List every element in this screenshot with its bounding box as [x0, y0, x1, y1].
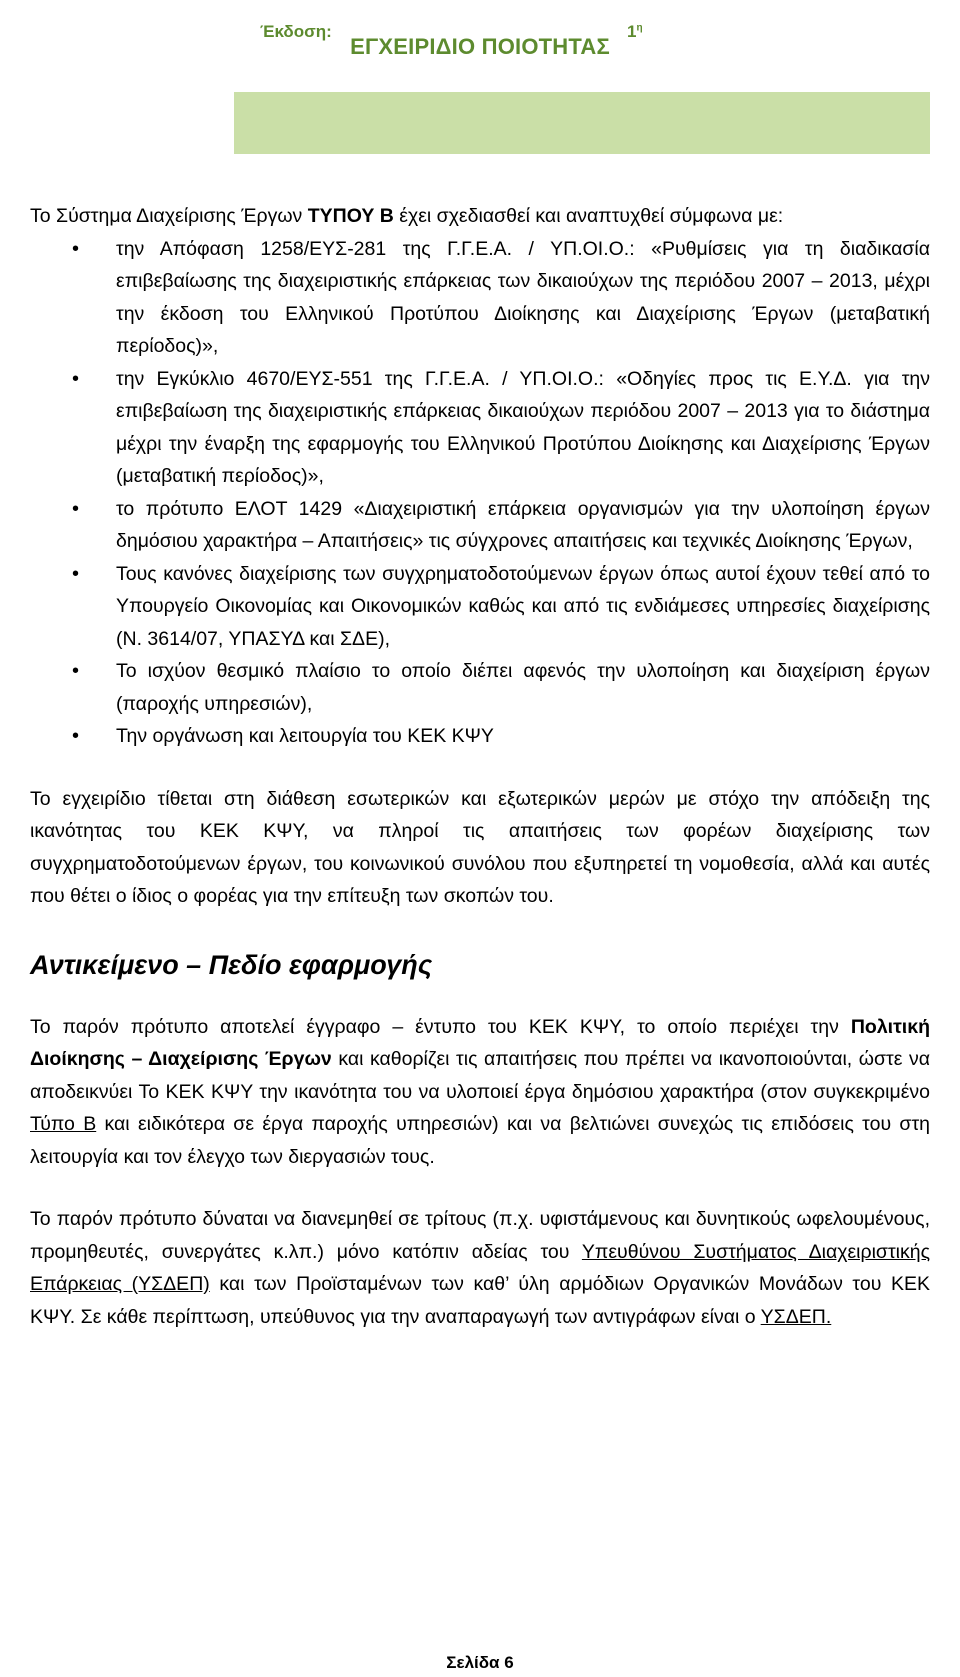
- distribution-text-2: και των Προϊσταμένων των καθ’ ύλη αρμόδιων Οργανικών Μονάδων του ΚΕΚ ΚΨΥ. Σε κάθε περίπτωση, υπεύθυνος για την αναπαραγωγή των αντιγράφων είναι ο: [30, 1273, 930, 1328]
- intro-bold-type: ΤΥΠΟΥ Β: [307, 205, 394, 227]
- document-body: [30, 200, 930, 1333]
- compliance-list: [30, 233, 930, 753]
- scope-policy-bold: Πολιτική Διοίκησης – Διαχείρισης Έργων: [30, 1015, 930, 1070]
- page-number: Σελίδα 6: [446, 1653, 514, 1672]
- list-item: • το πρότυπο ΕΛΟΤ 1429 «Διαχειριστική επάρκεια οργανισμών για την υλοποίηση έργων δημόσιου χαρακτήρα – Απαιτήσεις» τις σύγχρονες απαιτήσεις και τεχνικές Διοίκησης Έργων,: [30, 493, 930, 558]
- intro-text-after: έχει σχεδιασθεί και αναπτυχθεί σύμφωνα με:: [393, 205, 784, 227]
- manual-purpose-paragraph: Το εγχειρίδιο τίθεται στη διάθεση εσωτερικών και εξωτερικών μερών με στόχο την απόδειξη της ικανότητας του ΚΕΚ ΚΨΥ, να πληροί τις απαιτήσεις των φορέων διαχείρισης των συγχρηματοδοτούμενων έργων, του κοινωνικού συνόλου που εξυπηρετεί τη νομοθεσία, αλλά και αυτές που θέτει ο ίδιος ο φορέας για την επίτευξη των σκοπών του.: [30, 787, 930, 907]
- intro-text-before: Το Σύστημα Διαχείρισης Έργων: [30, 205, 308, 227]
- scope-text-1: Το παρόν πρότυπο αποτελεί έγγραφο – έντυπο του ΚΕΚ ΚΨΥ, το οποίο περιέχει την: [30, 1015, 851, 1038]
- scope-text-2: και καθορίζει τις απαιτήσεις που πρέπει να ικανοποιούνται, ώστε να αποδεικνύει Το ΚΕΚ ΚΨΥ την ικανότητα του να υλοποιεί έργα δημόσιου χαρακτήρα (στον συγκεκριμένο: [30, 1048, 930, 1103]
- scope-paragraph: [30, 1011, 930, 1174]
- scope-text-3: και ειδικότερα σε έργα παροχής υπηρεσιών) και να βελτιώνει συνεχώς τις επιδόσεις του στη λειτουργία και τον έλεγχο των διεργασιών τους.: [30, 1113, 931, 1168]
- document-title: ΕΓΧΕΙΡΙΔΙΟ ΠΟΙΟΤΗΤΑΣ: [350, 34, 610, 59]
- list-item: • Την οργάνωση και λειτουργία του ΚΕΚ ΚΨΥ: [30, 720, 930, 753]
- distribution-ysdep-full: Υπευθύνου Συστήματος Διαχειριστικής Επάρκειας (ΥΣΔΕΠ): [30, 1240, 930, 1295]
- list-item: • την Εγκύκλιο 4670/ΕΥΣ-551 της Γ.Γ.Ε.Α. / ΥΠ.ΟΙ.Ο.: «Οδηγίες προς τις Ε.Υ.Δ. για την επιβεβαίωση της διαχειριστικής επάρκειας δικαιούχων περιόδου 2007 – 2013 για το διάστημα μέχρι την έναρξη της εφαρμογής του Ελληνικού Προτύπου Διοίκησης και Διαχείρισης Έργων (μεταβατική περίοδος)»,: [30, 363, 930, 493]
- version-bar: [234, 92, 930, 154]
- version-label: Έκδοση:: [260, 22, 332, 41]
- distribution-ysdep-short: ΥΣΔΕΠ.: [760, 1305, 832, 1328]
- distribution-text-1: Το παρόν πρότυπο δύναται να διανεμηθεί σε τρίτους (π.χ. υφιστάμενους και δυνητικούς ωφελουμένους, προμηθευτές, συνεργάτες κ.λπ.) μόνο κατόπιν αδείας του: [30, 1208, 930, 1263]
- list-item: • Τους κανόνες διαχείρισης των συγχρηματοδοτούμενων έργων όπως αυτοί έχουν τεθεί από το Υπουργείο Οικονομίας και Οικονομικών καθώς και από τις ενδιάμεσες υπηρεσίες διαχείρισης (Ν. 3614/07, ΥΠΑΣΥΔ και ΣΔΕ),: [30, 558, 930, 656]
- intro-paragraph: [30, 200, 930, 233]
- version-suffix: η: [636, 22, 643, 34]
- section-heading: Αντικείμενο – Πεδίο εφαρμογής: [30, 949, 433, 980]
- version-value: [627, 22, 643, 42]
- version-number: 1: [627, 22, 637, 41]
- list-item: • την Απόφαση 1258/ΕΥΣ-281 της Γ.Γ.Ε.Α. / ΥΠ.ΟΙ.Ο.: «Ρυθμίσεις για τη διαδικασία επιβεβαίωσης της διαχειριστικής επάρκειας των δικαιούχων της περιόδου 2007 – 2013, μέχρι την έκδοση του Ελληνικού Προτύπου Διοίκησης και Διαχείρισης Έργων (μεταβατική περίοδος)»,: [30, 233, 930, 363]
- list-item: • Το ισχύον θεσμικό πλαίσιο το οποίο διέπει αφενός την υλοποίηση και διαχείριση έργων (παροχής υπηρεσιών),: [30, 655, 930, 720]
- distribution-paragraph: [30, 1203, 930, 1333]
- scope-type-underlined: Τύπο Β: [30, 1113, 97, 1135]
